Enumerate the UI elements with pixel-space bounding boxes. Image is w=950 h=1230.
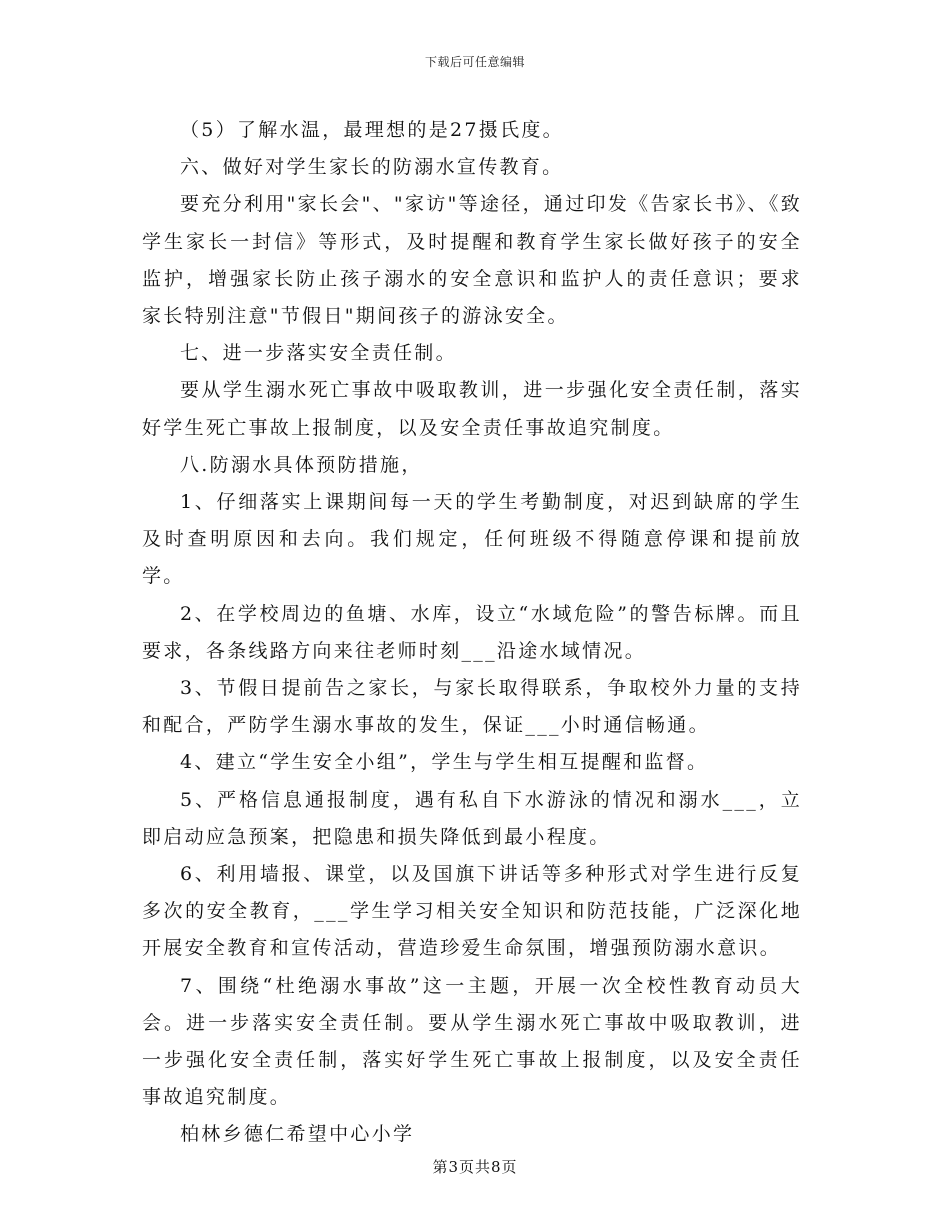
page-number: 第3页共8页 bbox=[432, 1158, 518, 1176]
list-item-assembly: 7、围绕“杜绝溺水事故”这一主题，开展一次全校性教育动员大会。进一步落实安全责任制。要从学生溺水死亡事故中吸取教训，进一步强化安全责任制，落实好学生死亡事故上报制度，以及安全责任事故追究制度。 bbox=[142, 974, 802, 1109]
list-item-warning-signs: 2、在学校周边的鱼塘、水库，设立“水域危险”的警告标牌。而且要求，各条线路方向来往老师时刻___沿途水域情况。 bbox=[142, 602, 802, 662]
list-item-attendance: 1、仔细落实上课期间每一天的学生考勤制度，对迟到缺席的学生及时查明原因和去向。我们规定，任何班级不得随意停课和提前放学。 bbox=[142, 491, 802, 588]
paragraph-parent-education: 要充分利用"家长会"、"家访"等途径，通过印发《告家长书》、《致学生家长一封信》等形式，及时提醒和教育学生家长做好孩子的安全监护，增强家长防止孩子溺水的安全意识和监护人的责任意识；要求家长特别注意"节假日"期间孩子的游泳安全。 bbox=[142, 193, 802, 328]
section-heading-parent-education: 六、做好对学生家长的防溺水宣传教育。 bbox=[180, 156, 564, 179]
list-item-holiday-notice: 3、节假日提前告之家长，与家长取得联系，争取校外力量的支持和配合，严防学生溺水事故的发生，保证___小时通信畅通。 bbox=[142, 677, 802, 737]
paragraph-water-temperature: （5）了解水温，最理想的是27摄氏度。 bbox=[180, 119, 564, 141]
page-header: 下载后可任意编辑 bbox=[424, 55, 525, 69]
section-heading-prevention-measures: 八.防溺水具体预防措施， bbox=[180, 453, 423, 476]
signature-school-name: 柏林乡德仁希望中心小学 bbox=[180, 1123, 415, 1146]
paragraph-responsibility: 要从学生溺水死亡事故中吸取教训，进一步强化安全责任制，落实好学生死亡事故上报制度，以及安全责任事故追究制度。 bbox=[142, 379, 802, 439]
document-body bbox=[142, 112, 802, 1154]
list-item-reporting: 5、严格信息通报制度，遇有私自下水游泳的情况和溺水___，立即启动应急预案，把隐患和损失降低到最小程度。 bbox=[142, 788, 802, 848]
list-item-safety-group: 4、建立“学生安全小组”，学生与学生相互提醒和监督。 bbox=[180, 751, 709, 774]
list-item-safety-education: 6、利用墙报、课堂，以及国旗下讲话等多种形式对学生进行反复多次的安全教育，___学生学习相关安全知识和防范技能，广泛深化地开展安全教育和宣传活动，营造珍爱生命氛围，增强预防溺水意识。 bbox=[142, 863, 802, 960]
section-heading-responsibility: 七、进一步落实安全责任制。 bbox=[180, 342, 457, 365]
